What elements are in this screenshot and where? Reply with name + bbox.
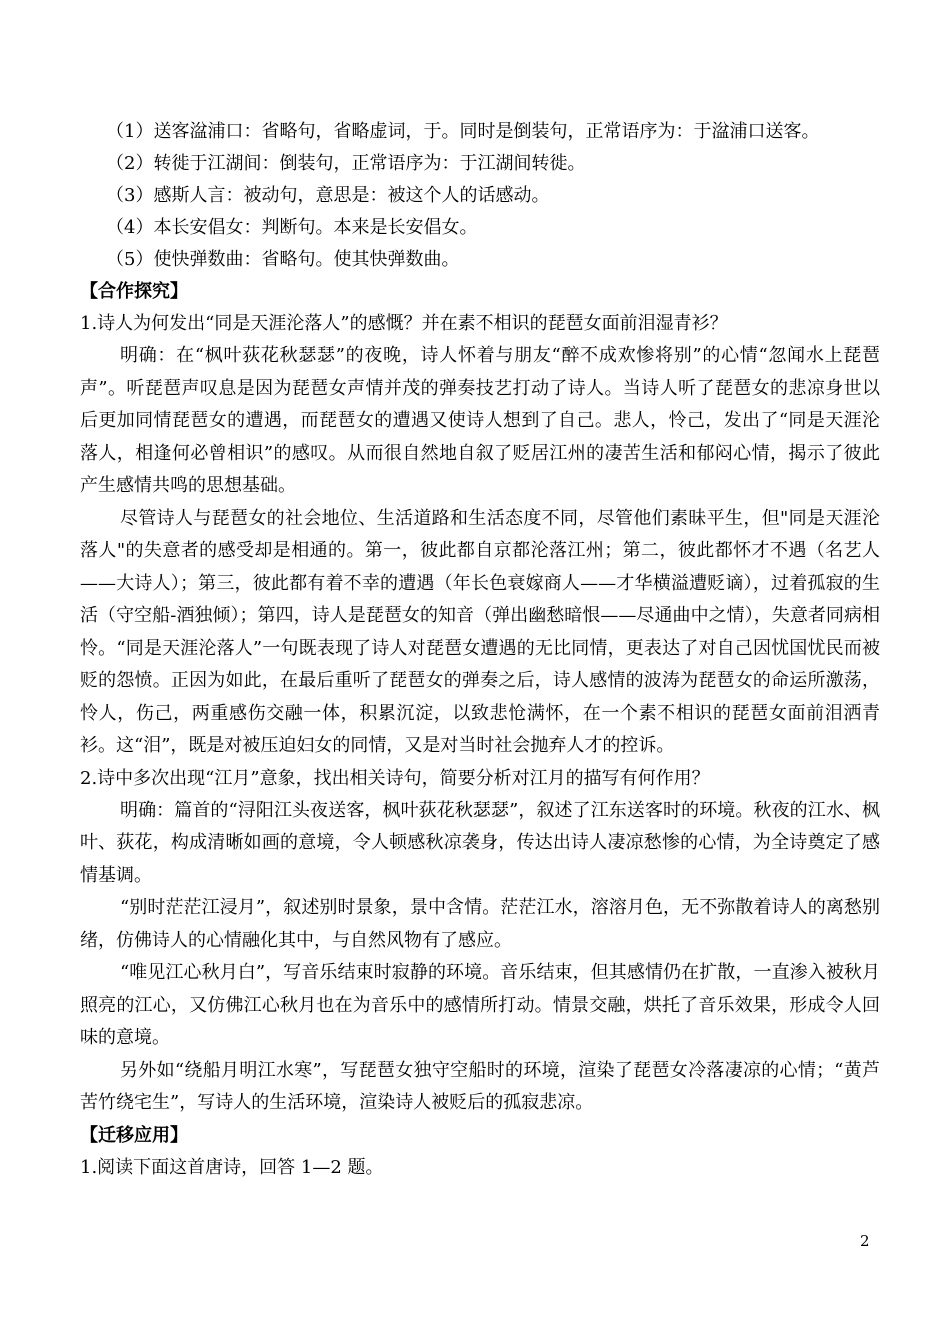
answer-2-paragraph-3: “唯见江心秋月白”，写音乐结束时寂静的环境。音乐结束，但其感情仍在扩散，一直渗入被秋月照亮的江心，又仿佛江心秋月也在为音乐中的感情所打动。情景交融，烘托了音乐效果，形成令人回味的意境。	[80, 962, 880, 1048]
answer-2-paragraph-1: 明确：篇首的“浔阳江头夜送客，枫叶荻花秋瑟瑟”，叙述了江东送客时的环境。秋夜的江水、枫叶、荻花，构成清晰如画的意境，令人顿感秋凉袭身，传达出诗人凄凉愁惨的心情，为全诗奠定了感情基调。	[80, 799, 880, 886]
exercise-1-prompt: 1.阅读下面这首唐诗，回答 1—2 题。	[80, 1156, 384, 1178]
question-2: 2.诗中多次出现“江月”意象，找出相关诗句，简要分析对江月的描写有何作用？	[80, 767, 710, 789]
note-3: （3）感斯人言：被动句，意思是：被这个人的话感动。	[106, 185, 550, 206]
page-content	[80, 116, 880, 1184]
note-4: （4）本长安倡女：判断句。本来是长安倡女。	[106, 217, 478, 238]
answer-1-paragraph-2: 尽管诗人与琵琶女的社会地位、生活道路和生活态度不同，尽管他们素昧平生，但"同是天涯沦落人"的失意者的感受却是相通的。第一，彼此都自京都沦落江州；第二，彼此都怀才不遇（名艺人——大诗人）；第三，彼此都有着不幸的遭遇（年长色衰嫁商人——才华横溢遭贬谪），过着孤寂的生活（守空船-酒独倾）；第四，诗人是琵琶女的知音（弹出幽愁暗恨——尽通曲中之情），失意者同病相怜。“同是天涯沦落人”一句既表现了诗人对琵琶女遭遇的无比同情，更表达了对自己因忧国忧民而被贬的怨愤。正因为如此，在最后重听了琵琶女的弹奏之后，诗人感情的波涛为琵琶女的命运所激荡，怜人，伤己，两重感伤交融一体，积累沉淀，以致悲怆满怀，在一个素不相识的琵琶女面前泪洒青衫。这“泪”，既是对被压迫妇女的同情，又是对当时社会抛弃人才的控诉。	[80, 507, 880, 756]
section-heading-transfer-application: 【迁移应用】	[80, 1124, 188, 1146]
note-2: （2）转徙于江湖间：倒装句，正常语序为：于江湖间转徙。	[106, 153, 586, 174]
answer-2-paragraph-4: 另外如“绕船月明江水寒”，写琵琶女独守空船时的环境，渲染了琵琶女冷落凄凉的心情；“黄芦苦竹绕宅生”，写诗人的生活环境，渲染诗人被贬后的孤寂悲凉。	[80, 1059, 880, 1113]
note-1: （1）送客湓浦口：省略句，省略虚词，于。同时是倒装句，正常语序为：于湓浦口送客。	[106, 121, 820, 142]
question-1: 1.诗人为何发出“同是天涯沦落人”的感慨？并在素不相识的琵琶女面前泪湿青衫？	[80, 313, 728, 334]
page-number: 2	[860, 1232, 870, 1250]
note-5: （5）使快弹数曲：省略句。使其快弹数曲。	[106, 249, 460, 270]
answer-2-paragraph-2: “别时茫茫江浸月”，叙述别时景象，景中含情。茫茫江水，溶溶月色，无不弥散着诗人的离愁别绪，仿佛诗人的心情融化其中，与自然风物有了感应。	[80, 897, 880, 951]
answer-1-paragraph-1: 明确：在“枫叶荻花秋瑟瑟”的夜晚，诗人怀着与朋友“醉不成欢惨将别”的心情“忽闻水上琵琶声”。听琵琶声叹息是因为琵琶女声情并茂的弹奏技艺打动了诗人。当诗人听了琵琶女的悲凉身世以后更加同情琵琶女的遭遇，而琵琶女的遭遇又使诗人想到了自己。悲人，怜己，发出了“同是天涯沦落人，相逢何必曾相识”的感叹。从而很自然地自叙了贬居江州的凄苦生活和郁闷心情，揭示了彼此产生感情共鸣的思想基础。	[80, 345, 880, 496]
section-heading-cooperative-inquiry: 【合作探究】	[80, 281, 188, 302]
